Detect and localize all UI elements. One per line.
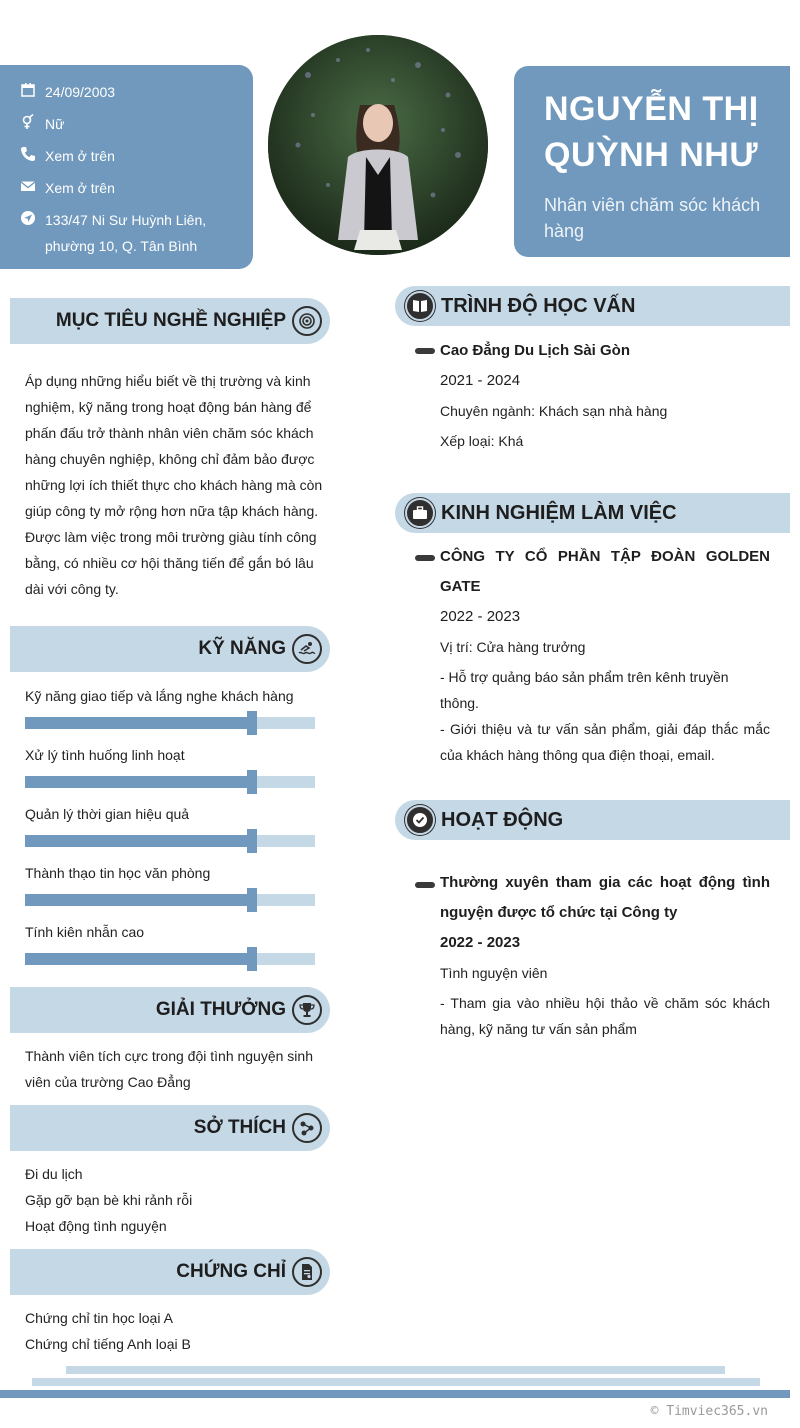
name-card bbox=[514, 66, 790, 257]
experience-period: 2022 - 2023 bbox=[440, 608, 521, 625]
skill-bar bbox=[25, 953, 315, 965]
certificate-item: Chứng chỉ tiếng Anh loại B bbox=[25, 1336, 191, 1352]
footer-decor-bar bbox=[0, 1390, 790, 1398]
education-major: Chuyên ngành: Khách sạn nhà hàng bbox=[440, 403, 668, 419]
certificate-icon bbox=[292, 1257, 322, 1287]
hobby-item: Gặp gỡ bạn bè khi rảnh rỗi bbox=[25, 1192, 193, 1208]
experience-bullet bbox=[415, 555, 435, 561]
section-header-objective bbox=[10, 298, 330, 344]
experience-position: Vị trí: Cửa hàng trưởng bbox=[440, 639, 586, 655]
activities-bullet bbox=[415, 882, 435, 888]
activities-period: 2022 - 2023 bbox=[440, 934, 521, 951]
experience-entry bbox=[440, 542, 770, 768]
skill-item bbox=[25, 805, 315, 847]
skill-fill bbox=[25, 953, 257, 965]
profile-photo bbox=[268, 35, 488, 255]
certificate-item: Chứng chỉ tin học loại A bbox=[25, 1310, 173, 1326]
section-header-skills bbox=[10, 626, 330, 672]
awards-title: GIẢI THƯỞNG bbox=[155, 999, 286, 1020]
hobby-item: Đi du lịch bbox=[25, 1166, 83, 1182]
gender-icon bbox=[20, 111, 45, 133]
skill-label: Thành thạo tin học văn phòng bbox=[25, 865, 211, 881]
hobby-item: Hoạt động tình nguyện bbox=[25, 1218, 167, 1234]
phone-icon bbox=[20, 143, 45, 165]
target-icon bbox=[292, 306, 322, 336]
certificates-title: CHỨNG CHỈ bbox=[176, 1261, 286, 1282]
location-icon bbox=[20, 207, 45, 229]
education-entry bbox=[440, 336, 770, 454]
footer-decor-bar bbox=[32, 1378, 760, 1386]
skill-knob bbox=[247, 711, 257, 735]
skill-bar bbox=[25, 776, 315, 788]
phone-text: Xem ở trên bbox=[45, 148, 115, 164]
calendar-icon bbox=[20, 79, 45, 101]
skill-knob bbox=[247, 829, 257, 853]
skill-knob bbox=[247, 888, 257, 912]
education-title: TRÌNH ĐỘ HỌC VẤN bbox=[441, 294, 636, 317]
education-grade: Xếp loại: Khá bbox=[440, 433, 524, 449]
skill-bar bbox=[25, 717, 315, 729]
footer-decor-bar bbox=[66, 1366, 725, 1374]
skill-label: Tính kiên nhẫn cao bbox=[25, 924, 145, 940]
activities-entry bbox=[440, 868, 770, 1042]
address-row bbox=[20, 207, 243, 259]
skill-item bbox=[25, 746, 315, 788]
education-school: Cao Đẳng Du Lịch Sài Gòn bbox=[440, 342, 631, 359]
skill-label: Kỹ năng giao tiếp và lắng nghe khách hàng bbox=[25, 688, 294, 704]
email-icon bbox=[20, 175, 45, 197]
email-row bbox=[20, 175, 243, 201]
footer-watermark: © Timviec365.vn bbox=[650, 1404, 768, 1419]
skill-item bbox=[25, 923, 315, 965]
swimmer-icon bbox=[292, 634, 322, 664]
experience-company: CÔNG TY CỔ PHẦN TẬP ĐOÀN GOLDEN GATE bbox=[440, 548, 770, 595]
skill-label: Quản lý thời gian hiệu quả bbox=[25, 806, 190, 822]
gender-text: Nữ bbox=[45, 116, 65, 132]
awards-text: Thành viên tích cực trong đội tình nguyện sinh viên của trường Cao Đẳng bbox=[25, 1048, 313, 1090]
hobbies-list bbox=[25, 1161, 325, 1239]
candidate-role: Nhân viên chăm sóc khách hàng bbox=[544, 195, 761, 241]
skill-bar bbox=[25, 835, 315, 847]
hobbies-title: SỞ THÍCH bbox=[193, 1117, 286, 1138]
skill-fill bbox=[25, 835, 257, 847]
skill-knob bbox=[247, 770, 257, 794]
gender-row bbox=[20, 111, 243, 137]
birthday-row bbox=[20, 79, 243, 105]
book-icon bbox=[405, 291, 435, 321]
objective-title: MỤC TIÊU NGHỀ NGHIỆP bbox=[55, 310, 286, 331]
skills-title: KỸ NĂNG bbox=[198, 638, 286, 659]
personal-info-card bbox=[0, 65, 253, 269]
activities-title: HOẠT ĐỘNG bbox=[441, 808, 564, 831]
address-text: 133/47 Ni Sư Huỳnh Liên, phường 10, Q. Tân Bình bbox=[45, 212, 207, 254]
education-period: 2021 - 2024 bbox=[440, 372, 521, 389]
skill-label: Xử lý tình huống linh hoạt bbox=[25, 747, 185, 763]
skill-item bbox=[25, 687, 315, 729]
experience-duty: - Hỗ trợ quảng báo sản phẩm trên kênh truyền thông. bbox=[440, 669, 729, 711]
experience-title: KINH NGHIỆM LÀM VIỆC bbox=[441, 501, 677, 524]
section-header-education bbox=[395, 286, 790, 326]
candidate-name: NGUYỄN THỊ QUỲNH NHƯ bbox=[544, 90, 759, 174]
activities-role: Tình nguyện viên bbox=[440, 965, 548, 981]
skill-item bbox=[25, 864, 315, 906]
skill-fill bbox=[25, 717, 257, 729]
skill-fill bbox=[25, 776, 257, 788]
email-text: Xem ở trên bbox=[45, 180, 115, 196]
badge-check-icon bbox=[405, 805, 435, 835]
section-header-activities bbox=[395, 800, 790, 840]
objective-text: Áp dụng những hiểu biết về thị trường và kinh nghiệm, kỹ năng trong hoạt động bán hàng để phấn đấu trở thành nhân viên chăm sóc khách hàng chuyên nghiệp, không chỉ đảm bảo được những lợi ích thiết thực cho khách hàng mà còn giúp công ty mở rộng hơn nữa tập khách hàng. Được làm việc trong môi trường giàu tính công bằng, có nhiều cơ hội thăng tiến để gắn bó lâu dài với công ty. bbox=[25, 373, 323, 597]
skill-knob bbox=[247, 947, 257, 971]
activities-name: Thường xuyên tham gia các hoạt động tình nguyện được tổ chức tại Công ty bbox=[440, 874, 770, 921]
hobbies-icon bbox=[292, 1113, 322, 1143]
briefcase-icon bbox=[405, 498, 435, 528]
education-bullet bbox=[415, 348, 435, 354]
skill-fill bbox=[25, 894, 257, 906]
trophy-icon bbox=[292, 995, 322, 1025]
birthday-text: 24/09/2003 bbox=[45, 84, 116, 100]
experience-duty: - Giới thiệu và tư vấn sản phẩm, giải đáp thắc mắc của khách hàng thông qua điện thoại, email. bbox=[440, 721, 770, 763]
phone-row bbox=[20, 143, 243, 169]
certificates-list bbox=[25, 1305, 325, 1357]
skill-bar bbox=[25, 894, 315, 906]
section-header-experience bbox=[395, 493, 790, 533]
section-header-certificates bbox=[10, 1249, 330, 1295]
activities-desc: - Tham gia vào nhiều hội thảo về chăm sóc khách hàng, kỹ năng tư vấn sản phẩm bbox=[440, 995, 770, 1037]
section-header-hobbies bbox=[10, 1105, 330, 1151]
section-header-awards bbox=[10, 987, 330, 1033]
